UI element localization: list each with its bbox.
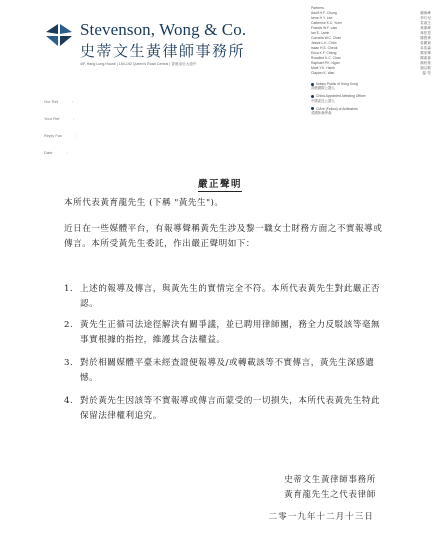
item-text: 對於相關媒體平臺未經查證便報導及/或轉載該等不實傳言，黃先生深感遺憾。 [80, 358, 375, 383]
partner-name-zh: 溫 啓 [422, 71, 431, 75]
item-text: 對於黃先生因該等不實報導或傳言而蒙受的一切損失，本所代表黃先生特此保留法律權利追究。 [80, 396, 381, 421]
partner-name-en: Raphael P.K. Ngan [311, 61, 340, 65]
statement-intro: 本所代表黃育龍先生 (下稱 "黃先生")。 [64, 198, 224, 208]
statement-body: 近日在一些媒體平台，有報導聲稱黃先生涉及黎一職女士財務方面之不實報導或傳言。本所受黃先生委託，作出嚴正聲明如下： [64, 224, 383, 249]
partner-name-en: Jessie L.K. Chim [311, 41, 337, 45]
note-en: China Appointed Attesting Officer [316, 94, 366, 99]
partner-name-en: Erica K.F. Cheng [311, 51, 337, 55]
partner-note [311, 107, 431, 115]
firm-logo-icon [44, 22, 74, 48]
note-zh: 英國仲裁學會 [311, 111, 332, 116]
statement-title: 嚴正聲明 [197, 179, 242, 190]
partners-list [311, 6, 431, 119]
reference-row [44, 100, 77, 117]
partner-name-en: Cornelia W.C. Chan [311, 36, 341, 40]
partner-row [311, 71, 431, 76]
partner-name-en: Irene H.Y. Lee [311, 16, 333, 20]
reference-label: Our Ref [44, 99, 59, 104]
partner-name-zh: 卓浩森 [420, 46, 431, 50]
reference-colon: : [66, 150, 68, 155]
item-number: 3. [64, 358, 74, 368]
signature-role: 黃育龍先生之代表律師 [284, 489, 376, 499]
item-text: 黃先生正循司法途徑解決有關爭議，並已聘用律師團，務全力反駁該等毫無事實根據的指控，維護其合法權益。 [80, 320, 381, 345]
reference-colon: : [72, 99, 74, 104]
reference-label: Reply Fax [44, 133, 63, 138]
reference-block [44, 100, 77, 168]
firm-name-en: Stevenson, Wong & Co. [80, 20, 247, 39]
item-text: 上述的報導及傳言，與黃先生的實情完全不符。本所代表黃先生對此嚴正否認。 [80, 284, 381, 309]
bullet-icon [311, 95, 314, 98]
firm-name-zh: 史蒂文生黃律師事務所 [80, 42, 246, 60]
partner-name-zh: 鍾海峰 [420, 11, 431, 15]
signature-block [284, 472, 376, 502]
partner-name-en: Adolf H.F. Chung [311, 11, 337, 15]
partner-name-zh: 林依恩 [420, 31, 431, 35]
reference-label: Date [44, 150, 53, 155]
note-en: Notary Public of Hong Kong [316, 82, 358, 86]
reference-row [44, 117, 77, 134]
partner-name-zh: 顏柏基 [420, 61, 431, 65]
partner-name-zh: 林偉峰 [420, 26, 431, 30]
partner-name-zh: 鄭家輝 [420, 51, 431, 55]
partner-name-zh: 陳嘉蓉 [420, 56, 431, 60]
statement-item-1 [64, 282, 384, 311]
partner-name-en: Mark Y.K. Hsieh [311, 66, 335, 70]
partner-name-zh: 謝以勤 [420, 66, 431, 70]
item-number: 2. [64, 320, 74, 330]
signature-firm: 史蒂文生黃律師事務所 [284, 474, 376, 484]
partner-name-zh: 袁淑芝 [420, 21, 431, 25]
partner-name-en: Clayton K. Wan [311, 71, 335, 75]
partner-name-en: Catherine K.C. Yuen [311, 21, 342, 25]
statement-item-4 [64, 394, 384, 423]
partners-label: Partners [311, 6, 324, 10]
note-zh: 香港國際公證人 [311, 86, 335, 91]
partner-name-en: Ian E. Lamb [311, 31, 330, 35]
bullet-icon [311, 107, 314, 110]
reference-row [44, 134, 77, 151]
partner-note [311, 82, 431, 90]
reference-label: Your Ref [44, 116, 60, 121]
reference-row [44, 151, 77, 168]
statement-item-2 [64, 318, 384, 347]
reference-colon: : [73, 116, 75, 121]
partner-name-en: Isaac H.S. Cheuk [311, 46, 338, 50]
partner-name-zh: 陳慧珍 [420, 36, 431, 40]
note-en: CIArb (Fellow) of Arbitrators [316, 106, 358, 111]
item-number: 1. [64, 284, 74, 294]
partner-name-zh: 李巧兒 [420, 16, 431, 20]
partner-note [311, 94, 431, 102]
note-zh: 中國委託公證人 [311, 98, 335, 103]
partner-name-en: Rosalind K.C. Chan [311, 56, 341, 60]
partner-name-zh: 詹麗琼 [420, 41, 431, 45]
item-number: 4. [64, 396, 74, 406]
partner-name-en: Francis W.F. Lam [311, 26, 338, 30]
reference-colon: : [76, 133, 78, 138]
statement-date: 二零一九年十二月十三日 [268, 511, 374, 521]
statement-item-3 [64, 356, 384, 385]
firm-address: 4/F, Hang Lung House | 184-192 Queen's Road Central | 香港皇后大道中 [80, 62, 197, 66]
